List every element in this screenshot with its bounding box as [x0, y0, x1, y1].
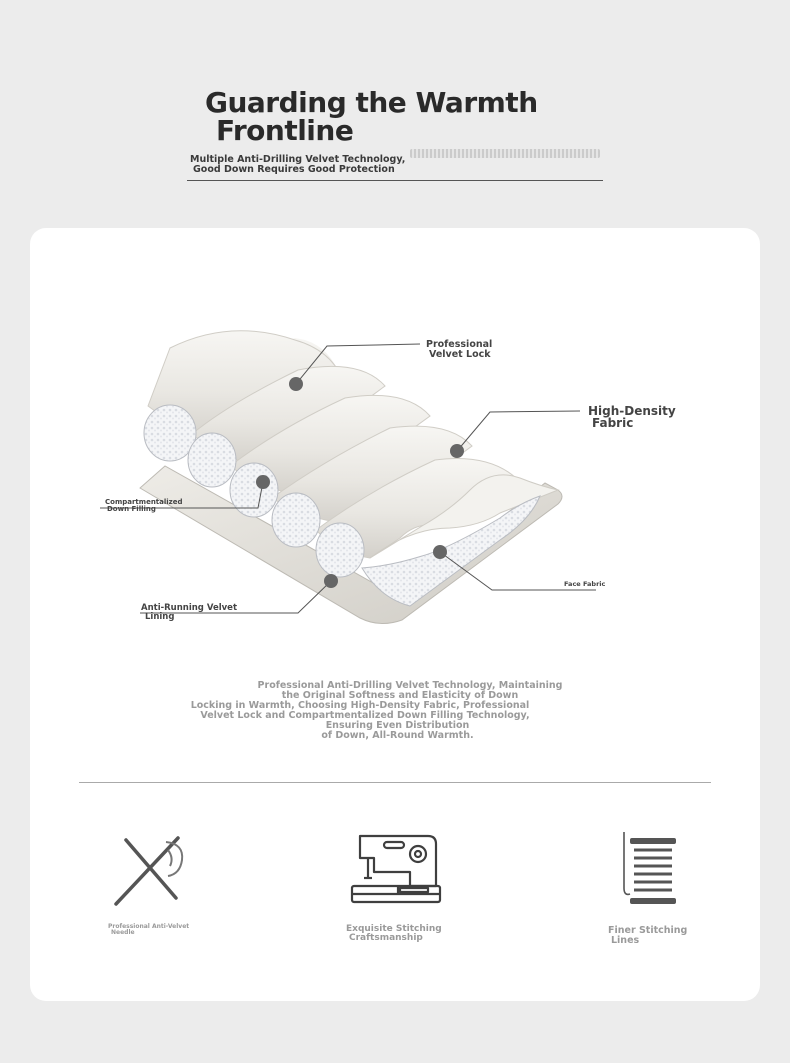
- page-title-line-1: Guarding the Warmth: [205, 86, 538, 119]
- description-line-6: of Down, All-Round Warmth.: [321, 730, 474, 741]
- callout-compartment-line-2: Down Filling: [107, 505, 156, 513]
- callout-compartmentalized-down: [105, 499, 183, 513]
- callout-anti-running-lining: [141, 604, 237, 621]
- description-line-4: Velvet Lock and Compartmentalized Down Filling Technology,: [200, 710, 530, 721]
- feature-needle-line-2: Needle: [111, 929, 135, 937]
- feature-stitching-line-1: Exquisite Stitching: [346, 924, 442, 934]
- feature-stitching-line-2: Craftsmanship: [349, 933, 423, 944]
- section-divider: [79, 782, 711, 783]
- description-line-5: Ensuring Even Distribution: [325, 720, 470, 731]
- decorative-blur-bar: [410, 149, 600, 158]
- header-divider: [187, 180, 603, 181]
- callout-high-density-line-2: Fabric: [592, 416, 634, 430]
- callout-high-density-line-1: High-Density: [588, 404, 676, 418]
- sewing-machine-icon: [348, 828, 444, 908]
- feature-label-stitching: [346, 925, 442, 944]
- callout-velvet-lock-line-2: Velvet Lock: [429, 348, 491, 360]
- callout-high-density-fabric: [588, 405, 676, 429]
- subtitle-line-1: Multiple Anti-Drilling Velvet Technology,: [190, 154, 406, 165]
- feature-finer-stitching: [606, 828, 726, 948]
- callout-lining-line-2: Lining: [145, 611, 175, 622]
- thread-spool-icon: [616, 828, 686, 908]
- feature-finer-line-2: Lines: [611, 934, 640, 946]
- page-title-line-2: Frontline: [216, 114, 354, 147]
- feature-finer-line-1: Finer Stitching: [608, 925, 688, 936]
- subtitle-line-2: Good Down Requires Good Protection: [193, 164, 395, 175]
- callout-velvet-lock-line-1: Professional: [426, 339, 493, 350]
- content-card: [30, 228, 760, 1001]
- needle-icon: [108, 828, 188, 908]
- description-line-2: the Original Softness and Elasticity of Down: [281, 690, 519, 701]
- callout-velvet-lock: [426, 340, 492, 359]
- description-paragraph: [30, 681, 760, 741]
- feature-label-needle: [108, 924, 189, 937]
- callout-lining-line-1: Anti-Running Velvet: [141, 603, 238, 613]
- fabric-layer-diagram: [30, 228, 760, 668]
- feature-needle-line-1: Professional Anti-Velvet: [108, 923, 190, 930]
- header: [0, 0, 790, 220]
- callout-face-fabric: Face Fabric: [564, 580, 606, 588]
- jacket-cross-section-illustration: [30, 228, 760, 668]
- feature-anti-velvet-needle: [108, 828, 228, 948]
- description-line-3: Locking in Warmth, Choosing High-Density Fabric, Professional: [190, 700, 530, 711]
- page-subtitle: [190, 155, 405, 175]
- description-line-1: Professional Anti-Drilling Velvet Technology, Maintaining: [257, 680, 563, 691]
- feature-exquisite-stitching: [346, 828, 486, 948]
- feature-label-finer-lines: [608, 926, 687, 946]
- callout-compartment-line-1: Compartmentalized: [105, 498, 183, 506]
